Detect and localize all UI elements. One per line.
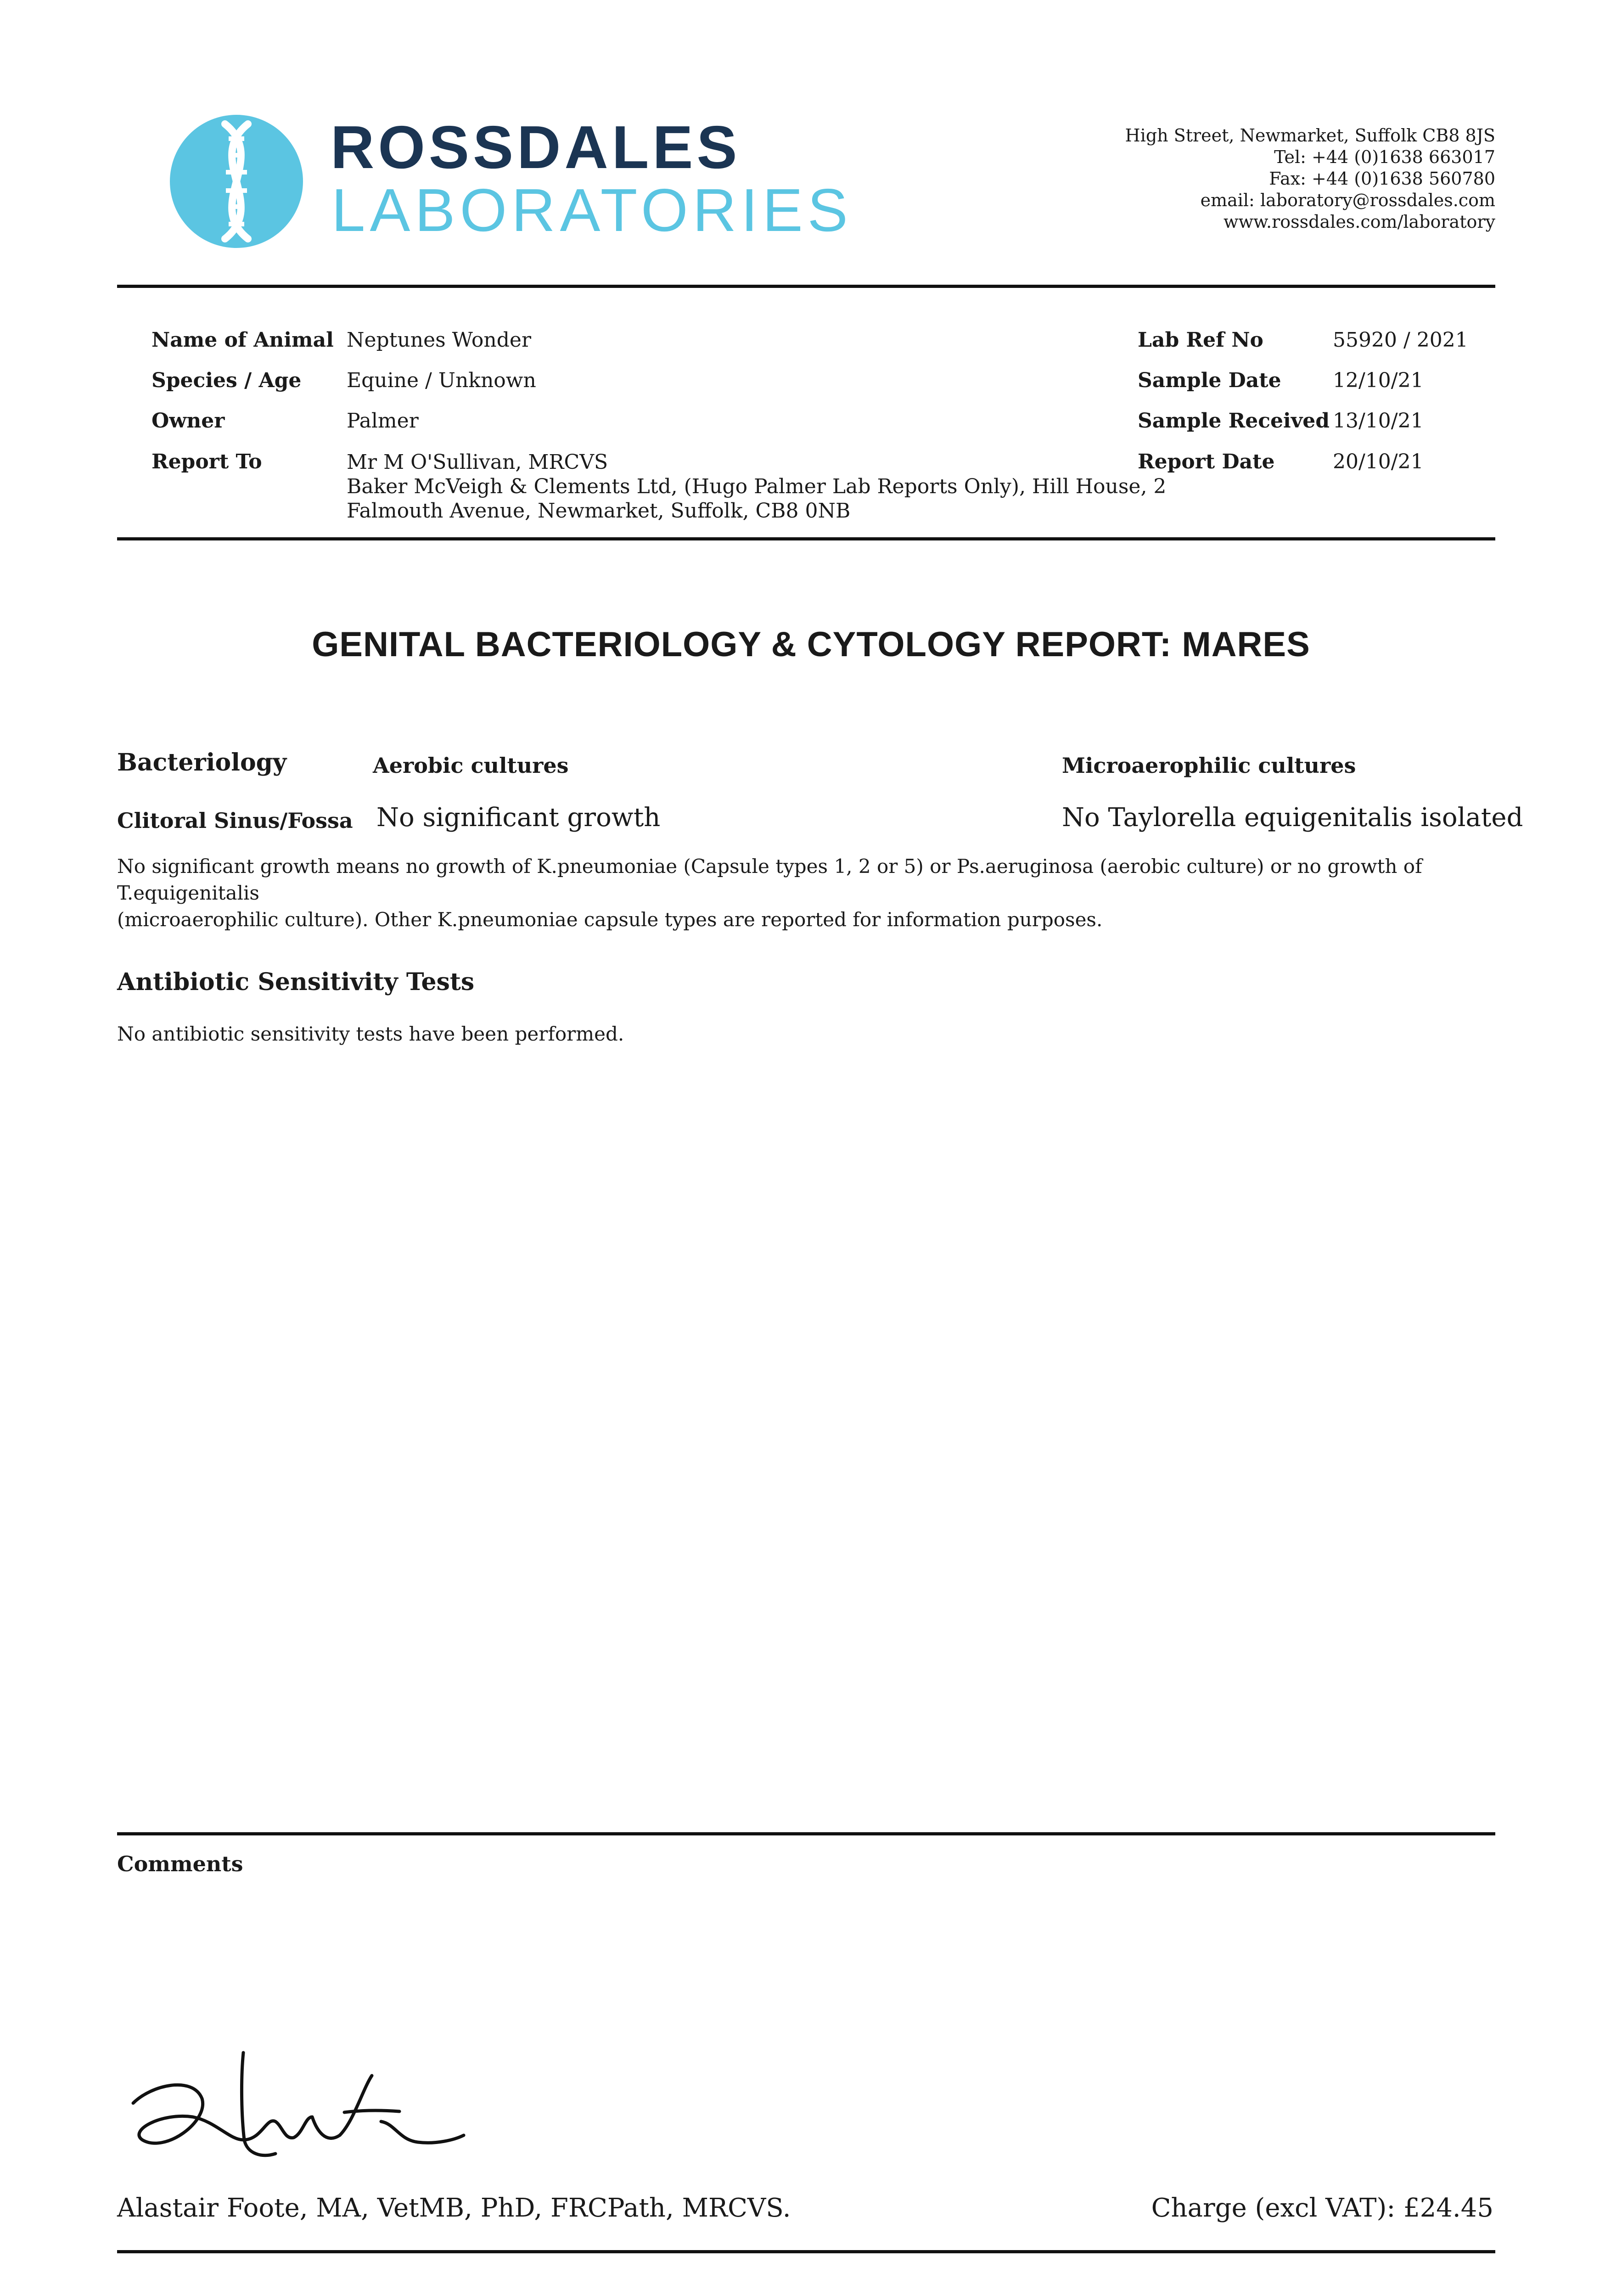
email: email: laboratory@rossdales.com [1200, 190, 1495, 210]
bacteriology-heading: Bacteriology [117, 748, 287, 777]
dna-logo-icon [170, 115, 303, 248]
report-to-label: Report To [152, 450, 262, 473]
website: www.rossdales.com/laboratory [1223, 212, 1495, 232]
signature-image [124, 2048, 473, 2167]
name-of-animal-value: Neptunes Wonder [347, 328, 531, 352]
species-age-value: Equine / Unknown [347, 369, 536, 392]
report-date-label: Report Date [1138, 450, 1275, 473]
lab-ref-label: Lab Ref No [1138, 328, 1263, 352]
sample-date-label: Sample Date [1138, 369, 1281, 392]
fax: Fax: +44 (0)1638 560780 [1269, 169, 1495, 189]
antibiotic-text: No antibiotic sensitivity tests have been performed. [117, 1023, 624, 1045]
tel: Tel: +44 (0)1638 663017 [1274, 147, 1495, 167]
divider [117, 285, 1495, 288]
microaerophilic-result: No Taylorella equigenitalis isolated [1062, 803, 1523, 833]
address: High Street, Newmarket, Suffolk CB8 8JS [1125, 125, 1495, 146]
brand-subtitle: LABORATORIES [331, 176, 853, 244]
antibiotic-heading: Antibiotic Sensitivity Tests [117, 968, 475, 996]
charge: Charge (excl VAT): £24.45 [1151, 2193, 1493, 2223]
lab-ref-value: 55920 / 2021 [1333, 328, 1468, 352]
microaerophilic-heading: Microaerophilic cultures [1062, 753, 1356, 778]
divider [117, 1832, 1495, 1835]
owner-value: Palmer [347, 409, 419, 433]
sample-received-label: Sample Received [1138, 409, 1330, 433]
brand-name: ROSSDALES [331, 113, 741, 181]
site-label: Clitoral Sinus/Fossa [117, 808, 353, 833]
report-to-value: Mr M O'Sullivan, MRCVS Baker McVeigh & Clements Ltd, (Hugo Palmer Lab Reports Only), Hill House, 2 Falmouth Avenue, Newmarket, Suffolk, CB8 0NB [347, 450, 1167, 523]
owner-label: Owner [152, 409, 225, 433]
aerobic-heading: Aerobic cultures [373, 753, 569, 778]
sample-date-value: 12/10/21 [1333, 369, 1424, 392]
divider [117, 537, 1495, 540]
bacteriology-note: No significant growth means no growth of K.pneumoniae (Capsule types 1, 2 or 5) or Ps.aeruginosa (aerobic culture) or no growth of T.equigenitalis (microaerophilic culture). Other K.pneumoniae capsule types are reported for information purposes. [117, 855, 1422, 931]
aerobic-result: No significant growth [376, 803, 661, 833]
comments-heading: Comments [117, 1851, 243, 1876]
report-date-value: 20/10/21 [1333, 450, 1424, 473]
divider [117, 2250, 1495, 2253]
name-of-animal-label: Name of Animal [152, 328, 334, 352]
species-age-label: Species / Age [152, 369, 302, 392]
signatory-name: Alastair Foote, MA, VetMB, PhD, FRCPath, MRCVS. [117, 2193, 791, 2223]
sample-received-value: 13/10/21 [1333, 409, 1424, 433]
contact-block [1125, 125, 1495, 233]
report-title: GENITAL BACTERIOLOGY & CYTOLOGY REPORT: MARES [312, 625, 1310, 664]
